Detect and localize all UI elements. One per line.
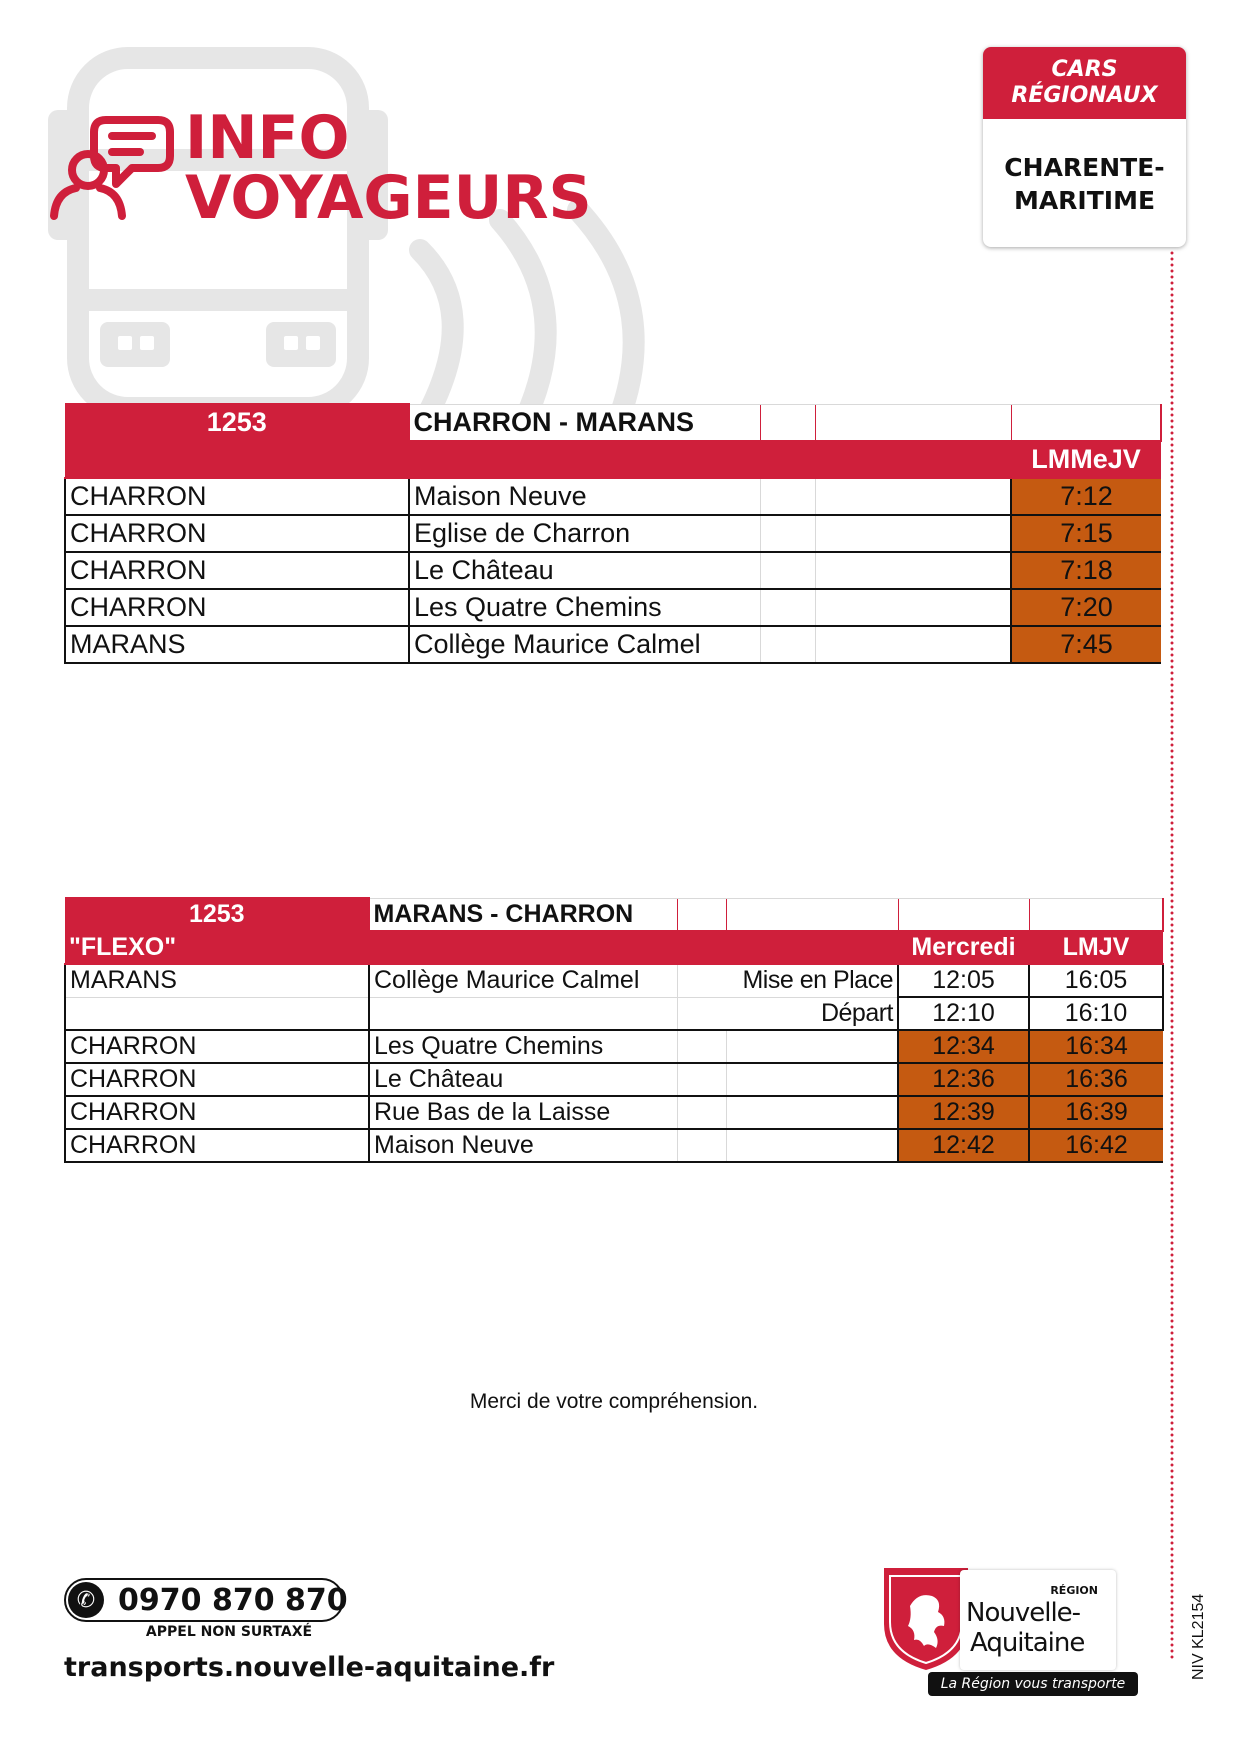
table-header-row bbox=[65, 898, 1163, 931]
footnote: Merci de votre compréhension. bbox=[469, 1390, 759, 1413]
logo-tagline: La Région vous transporte bbox=[928, 1672, 1138, 1696]
empty-cell bbox=[677, 1096, 726, 1129]
empty-cell bbox=[815, 515, 1011, 552]
lion-crest-icon bbox=[880, 1566, 972, 1672]
table-row bbox=[65, 1096, 1163, 1129]
badge-network-line-1: CARS bbox=[1051, 57, 1118, 82]
empty-cell bbox=[65, 441, 409, 478]
empty-cell bbox=[815, 441, 1011, 478]
stop-cell: Le Château bbox=[409, 552, 760, 589]
time-cell: 7:18 bbox=[1011, 552, 1161, 589]
commune-cell: CHARRON bbox=[65, 478, 409, 515]
phone-number: 0970 870 870 bbox=[118, 1583, 348, 1618]
dotted-divider bbox=[1169, 250, 1175, 1660]
time-cell: 12:36 bbox=[898, 1063, 1029, 1096]
empty-cell bbox=[1011, 404, 1161, 441]
stop-cell: Le Château bbox=[369, 1063, 677, 1096]
phone-note: APPEL NON SURTAXÉ bbox=[145, 1624, 313, 1640]
table-row bbox=[65, 552, 1161, 589]
empty-cell bbox=[815, 478, 1011, 515]
stop-cell: Eglise de Charron bbox=[409, 515, 760, 552]
time-cell: 7:20 bbox=[1011, 589, 1161, 626]
empty-cell bbox=[677, 931, 726, 964]
empty-cell bbox=[677, 898, 726, 931]
table-row bbox=[65, 997, 1163, 1030]
empty-cell bbox=[677, 964, 726, 997]
empty-cell bbox=[409, 441, 760, 478]
time-cell: 7:15 bbox=[1011, 515, 1161, 552]
empty-cell bbox=[677, 1063, 726, 1096]
stop-cell: Les Quatre Chemins bbox=[369, 1030, 677, 1063]
table-row bbox=[65, 478, 1161, 515]
table-row bbox=[65, 1030, 1163, 1063]
empty-cell bbox=[726, 1096, 898, 1129]
table-days-row bbox=[65, 931, 1163, 964]
empty-cell bbox=[815, 552, 1011, 589]
speech-person-icon bbox=[46, 112, 176, 222]
empty-cell bbox=[65, 997, 369, 1030]
empty-cell bbox=[726, 1063, 898, 1096]
time-cell: 12:39 bbox=[898, 1096, 1029, 1129]
empty-cell bbox=[677, 1129, 726, 1162]
commune-cell: MARANS bbox=[65, 626, 409, 663]
table-days-row bbox=[65, 441, 1161, 478]
time-cell: 16:34 bbox=[1029, 1030, 1163, 1063]
days-label: LMMeJV bbox=[1011, 441, 1161, 478]
time-cell: 16:05 bbox=[1029, 964, 1163, 997]
route-name: CHARRON - MARANS bbox=[409, 404, 760, 441]
logo-textbox bbox=[960, 1570, 1116, 1670]
empty-cell bbox=[677, 997, 726, 1030]
table-row bbox=[65, 1129, 1163, 1162]
empty-cell bbox=[815, 626, 1011, 663]
empty-cell bbox=[760, 552, 815, 589]
badge-department-line-2: MARITIME bbox=[1013, 186, 1156, 215]
table-header-row bbox=[65, 404, 1161, 441]
logo-small-text: RÉGION bbox=[1050, 1584, 1098, 1597]
empty-cell bbox=[726, 1129, 898, 1162]
timetable-marans-charron bbox=[64, 897, 1164, 1163]
service-label: "FLEXO" bbox=[65, 931, 369, 964]
commune-cell: CHARRON bbox=[65, 1096, 369, 1129]
day-label-1: Mercredi bbox=[898, 931, 1029, 964]
timetable-charron-marans bbox=[64, 403, 1162, 664]
badge-network bbox=[983, 47, 1186, 119]
time-cell: 12:34 bbox=[898, 1030, 1029, 1063]
line-number: 1253 bbox=[65, 404, 409, 441]
stop-cell: Maison Neuve bbox=[409, 478, 760, 515]
title-line-1: INFO bbox=[185, 103, 350, 173]
logo-name-line-1: Nouvelle- bbox=[966, 1598, 1081, 1628]
empty-cell bbox=[726, 898, 898, 931]
region-logo bbox=[880, 1566, 1140, 1696]
table-row bbox=[65, 589, 1161, 626]
commune-cell: CHARRON bbox=[65, 1063, 369, 1096]
commune-cell: CHARRON bbox=[65, 1030, 369, 1063]
time-cell: 16:36 bbox=[1029, 1063, 1163, 1096]
empty-cell bbox=[760, 404, 815, 441]
commune-cell: MARANS bbox=[65, 964, 369, 997]
empty-cell bbox=[369, 997, 677, 1030]
logo-name-line-2: Aquitaine bbox=[970, 1628, 1085, 1658]
stop-cell: Collège Maurice Calmel bbox=[369, 964, 677, 997]
stop-cell: Les Quatre Chemins bbox=[409, 589, 760, 626]
empty-cell bbox=[726, 931, 898, 964]
table-row bbox=[65, 964, 1163, 997]
empty-cell bbox=[760, 515, 815, 552]
empty-cell bbox=[760, 478, 815, 515]
document-code: NIV KL2154 bbox=[1190, 1593, 1207, 1680]
time-cell: 12:42 bbox=[898, 1129, 1029, 1162]
commune-cell: CHARRON bbox=[65, 1129, 369, 1162]
stop-cell: Collège Maurice Calmel bbox=[409, 626, 760, 663]
empty-cell bbox=[815, 404, 1011, 441]
empty-cell bbox=[677, 1030, 726, 1063]
title-line-2: VOYAGEURS bbox=[185, 163, 592, 233]
depart-label: Départ bbox=[726, 997, 898, 1030]
commune-cell: CHARRON bbox=[65, 589, 409, 626]
time-cell: 16:10 bbox=[1029, 997, 1163, 1030]
page-title bbox=[185, 103, 592, 233]
table-row bbox=[65, 515, 1161, 552]
empty-cell bbox=[760, 626, 815, 663]
empty-cell bbox=[726, 1030, 898, 1063]
region-badge bbox=[983, 47, 1186, 247]
day-label-2: LMJV bbox=[1029, 931, 1163, 964]
empty-cell bbox=[898, 898, 1029, 931]
route-name: MARANS - CHARRON bbox=[369, 898, 677, 931]
time-cell: 16:39 bbox=[1029, 1096, 1163, 1129]
time-cell: 7:45 bbox=[1011, 626, 1161, 663]
stop-cell: Rue Bas de la Laisse bbox=[369, 1096, 677, 1129]
time-cell: 12:10 bbox=[898, 997, 1029, 1030]
commune-cell: CHARRON bbox=[65, 515, 409, 552]
table-row bbox=[65, 1063, 1163, 1096]
stop-cell: Maison Neuve bbox=[369, 1129, 677, 1162]
empty-cell bbox=[760, 589, 815, 626]
badge-department-line-1: CHARENTE- bbox=[1004, 153, 1165, 182]
badge-network-line-2: RÉGIONAUX bbox=[1011, 83, 1158, 108]
empty-cell bbox=[369, 931, 677, 964]
commune-cell: CHARRON bbox=[65, 552, 409, 589]
time-cell: 12:05 bbox=[898, 964, 1029, 997]
bus-icon bbox=[30, 40, 670, 440]
phone-icon: ✆ bbox=[68, 1582, 104, 1618]
badge-department bbox=[983, 119, 1186, 217]
website-link[interactable]: transports.nouvelle-aquitaine.fr bbox=[64, 1652, 555, 1683]
empty-cell bbox=[815, 589, 1011, 626]
phone-box[interactable] bbox=[64, 1578, 348, 1622]
empty-cell bbox=[1029, 898, 1163, 931]
empty-cell bbox=[760, 441, 815, 478]
time-cell: 16:42 bbox=[1029, 1129, 1163, 1162]
time-cell: 7:12 bbox=[1011, 478, 1161, 515]
line-number: 1253 bbox=[65, 898, 369, 931]
table-row bbox=[65, 626, 1161, 663]
mise-en-place-label: Mise en Place bbox=[726, 964, 898, 997]
